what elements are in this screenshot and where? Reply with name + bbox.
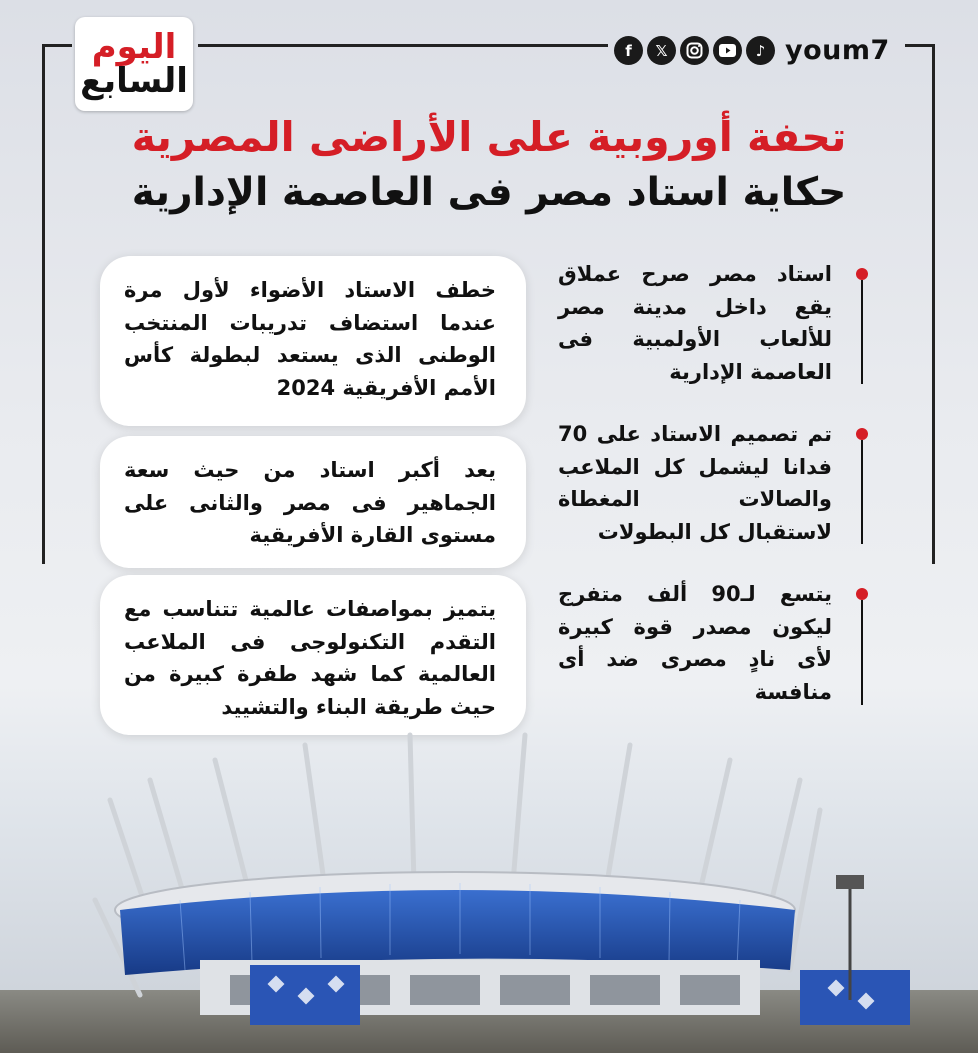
info-card-3: يتميز بمواصفات عالمية تتناسب مع التقدم التكنولوجى فى الملاعب العالمية كما شهد طفرة كبيرة من حيث طريقة البناء والتشييد	[100, 575, 526, 735]
frame-top-middle	[198, 44, 608, 47]
tiktok-icon[interactable]: ♪	[746, 36, 775, 65]
logo-line1: اليوم	[91, 27, 177, 67]
info-card-1: خطف الاستاد الأضواء لأول مرة عندما استضاف تدريبات المنتخب الوطنى الذى يستعد لبطولة كأس الأمم الأفريقية 2024	[100, 256, 526, 426]
frame-top-left	[42, 44, 72, 47]
bullet-text: تم تصميم الاستاد على 70 فدانا ليشمل كل الملاعب والصالات المغطاة لاستقبال كل البطولات	[558, 422, 832, 544]
bullet-item	[558, 258, 868, 388]
title-line1: تحفة أوروبية على الأراضى المصرية	[131, 113, 847, 161]
bullet-list	[558, 258, 868, 739]
bullet-dot	[856, 268, 868, 280]
bullet-dot	[856, 588, 868, 600]
social-bar	[614, 35, 890, 66]
instagram-icon[interactable]	[680, 36, 709, 65]
logo	[75, 17, 193, 111]
stadium-image	[0, 720, 978, 1053]
bullet-line	[861, 280, 863, 384]
frame-top-right	[905, 44, 935, 47]
bullet-text: يتسع لـ90 ألف متفرج ليكون مصدر قوة كبيرة لأى نادٍ مصرى ضد أى منافسة	[558, 582, 832, 705]
youtube-icon[interactable]	[713, 36, 742, 65]
bullet-item	[558, 418, 868, 548]
facebook-icon[interactable]: f	[614, 36, 643, 65]
bullet-item	[558, 578, 868, 708]
x-icon[interactable]: 𝕏	[647, 36, 676, 65]
bullet-line	[861, 440, 863, 544]
title-line2: حكاية استاد مصر فى العاصمة الإدارية	[131, 170, 847, 215]
bullet-line	[861, 600, 863, 704]
logo-line2: السابع	[80, 61, 188, 101]
brand-name[interactable]: youm7	[785, 35, 890, 66]
bullet-dot	[856, 428, 868, 440]
bullet-text: استاد مصر صرح عملاق يقع داخل مدينة مصر للألعاب الأولمبية فى العاصمة الإدارية	[558, 262, 832, 384]
info-card-2: يعد أكبر استاد من حيث سعة الجماهير فى مصر والثانى على مستوى القارة الأفريقية	[100, 436, 526, 568]
